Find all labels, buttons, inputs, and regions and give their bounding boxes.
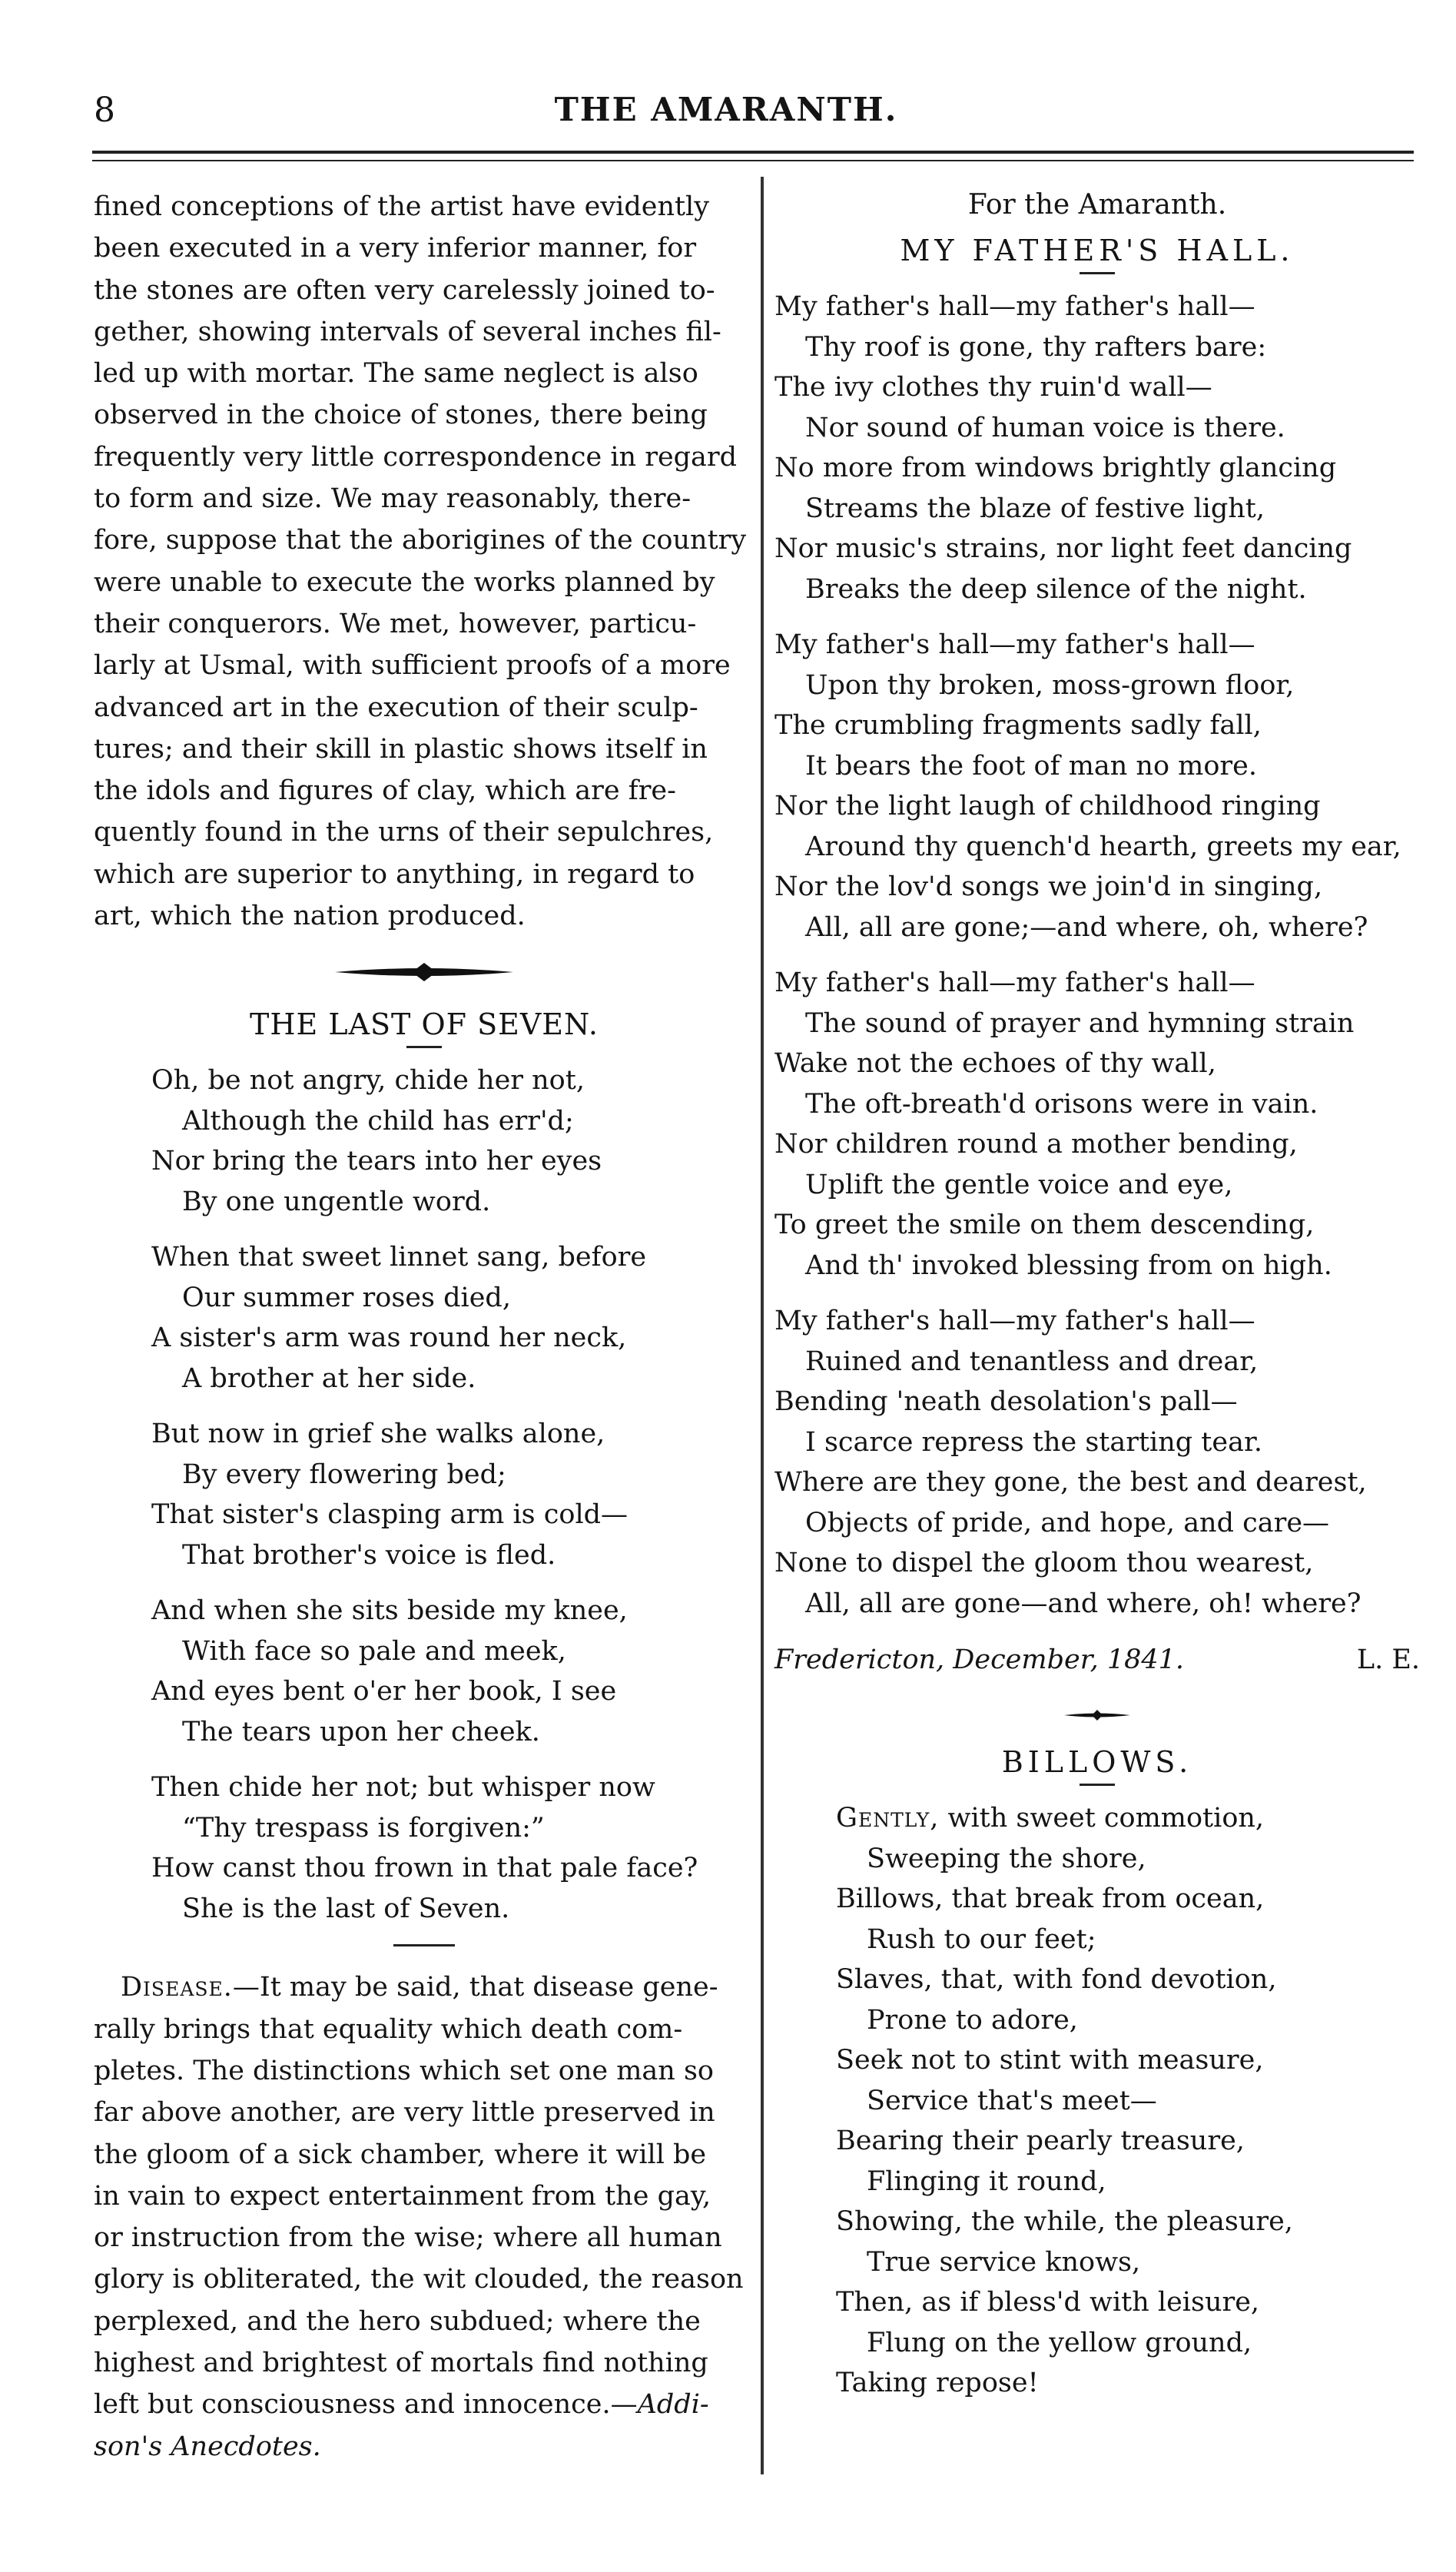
right-column — [774, 186, 1420, 2404]
verse-text: with sweet commotion, — [939, 1803, 1265, 1834]
stanza — [774, 1301, 1420, 1624]
verse-line: Objects of pride, and hope, and care— — [805, 1507, 1330, 1538]
verse-line: To greet the smile on them descending, — [774, 1210, 1315, 1240]
verse-line: None to dispel the gloom thou wearest, — [774, 1548, 1314, 1578]
verse-line: Nor sound of human voice is there. — [805, 412, 1285, 443]
poem-title-fathers-hall: MY FATHER'S HALL. — [900, 234, 1295, 267]
verse-line: The oft-breath'd orisons were in vain. — [805, 1088, 1318, 1120]
verse-line: Flinging it round, — [867, 2165, 1106, 2197]
verse-line: Around thy quench'd hearth, greets my ear, — [805, 831, 1401, 862]
verse-line: The sound of prayer and hymning strain — [805, 1007, 1355, 1039]
verse-line: Although the child has err'd; — [182, 1105, 574, 1137]
prose-line: observed in the choice of stones, there being — [94, 400, 708, 431]
prose-text: left but consciousness and innocence.— — [94, 2389, 638, 2421]
verse-line: Taking repose! — [836, 2368, 1039, 2398]
verse-line: My father's hall—my father's hall— — [774, 967, 1255, 998]
run-in-head: Disease. — [121, 1972, 233, 2003]
stanza — [774, 287, 1420, 609]
verse-line: Showing, the while, the pleasure, — [836, 2206, 1293, 2237]
verse-line: No more from windows brightly glancing — [774, 453, 1337, 483]
poem-last-of-seven — [94, 1060, 755, 1929]
prose-line: which are superior to anything, in regard to — [94, 858, 695, 890]
verse-line: Sweeping the shore, — [867, 1843, 1146, 1874]
poem-title-last-of-seven: THE LAST OF SEVEN. — [250, 1007, 599, 1042]
prose-line: pletes. The distinctions which set one man so — [94, 2055, 714, 2086]
title-dash — [1080, 1784, 1115, 1786]
verse-line: Oh, be not angry, chide her not, — [151, 1065, 585, 1097]
place-date: Fredericton, December, 1841. — [774, 1644, 1185, 1675]
prose-line: in vain to expect entertainment from the gay, — [94, 2180, 711, 2212]
verse-line: Our summer roses died, — [182, 1282, 511, 1313]
verse-line: And th' invoked blessing from on high. — [805, 1249, 1332, 1281]
header-rule-bottom — [92, 160, 1414, 161]
verse-line: A brother at her side. — [182, 1362, 476, 1394]
for-the-amaranth: For the Amaranth. — [967, 189, 1227, 221]
verse-line: She is the last of Seven. — [182, 1893, 510, 1924]
prose-line: or instruction from the wise; where all human — [94, 2222, 722, 2254]
verse-line: Upon thy broken, moss-grown floor, — [805, 669, 1295, 701]
left-column — [94, 186, 755, 2467]
verse-line: The crumbling fragments sadly fall, — [774, 710, 1262, 741]
stanza — [774, 625, 1420, 947]
stanza — [151, 1237, 755, 1399]
page-title: THE AMARANTH. — [554, 91, 898, 128]
verse-line: Bearing their pearly treasure, — [836, 2126, 1245, 2156]
prose-line: led up with mortar. The same neglect is also — [94, 358, 698, 390]
verse-line: Then chide her not; but whisper now — [151, 1772, 655, 1804]
verse-line: Rush to our feet; — [867, 1923, 1096, 1955]
stanza — [774, 963, 1420, 1286]
disease-paragraph — [94, 1966, 755, 2008]
verse-line: It bears the foot of man no more. — [805, 750, 1257, 782]
verse-line: The ivy clothes thy ruin'd wall— — [774, 372, 1212, 403]
poem-title-billows: BILLOWS. — [1001, 1745, 1193, 1779]
verse-line: Uplift the gentle voice and eye, — [805, 1169, 1233, 1200]
verse-line: All, all are gone—and where, oh! where? — [805, 1588, 1361, 1619]
prose-line: to form and size. We may reasonably, there- — [94, 483, 692, 515]
verse-line — [836, 1798, 1420, 1839]
prose-line: highest and brightest of mortals find nothing — [94, 2348, 708, 2379]
prose-line — [94, 2384, 755, 2425]
running-header — [85, 91, 1368, 137]
drop-word: Gently, — [836, 1803, 940, 1834]
verse-line: But now in grief she walks alone, — [151, 1419, 605, 1450]
verse-line: Then, as if bless'd with leisure, — [836, 2287, 1260, 2318]
verse-line: That brother's voice is fled. — [182, 1539, 556, 1571]
prose-line: quently found in the urns of their sepulchres, — [94, 817, 714, 848]
stanza — [151, 1591, 755, 1752]
stanza — [151, 1414, 755, 1575]
prose-line: fore, suppose that the aborigines of the country — [94, 525, 747, 556]
verse-line: I scarce repress the starting tear. — [805, 1426, 1262, 1458]
verse-line: Flung on the yellow ground, — [867, 2327, 1252, 2358]
attribution-line: son's Anecdotes. — [94, 2431, 321, 2462]
prose-line: advanced art in the execution of their sculp- — [94, 692, 698, 723]
verse-line: True service knows, — [867, 2246, 1141, 2278]
verse-line: Nor the lov'd songs we join'd in singing, — [774, 871, 1323, 902]
prose-text: —It may be said, that disease gene- — [232, 1972, 718, 2003]
prose-line: tures; and their skill in plastic shows itself in — [94, 733, 708, 765]
verse-line: Nor children round a mother bending, — [774, 1129, 1298, 1160]
verse-line: Where are they gone, the best and dearest, — [774, 1467, 1367, 1498]
page-number: 8 — [94, 91, 115, 130]
prose-line: glory is obliterated, the wit clouded, the reason — [94, 2264, 744, 2295]
verse-line: Bending 'neath desolation's pall— — [774, 1386, 1238, 1417]
article-continuation — [94, 186, 755, 937]
prose-line: far above another, are very little preserved in — [94, 2097, 715, 2129]
title-dash — [406, 1046, 442, 1048]
verse-line: Ruined and tenantless and drear, — [805, 1346, 1259, 1377]
verse-line: Seek not to stint with measure, — [836, 2045, 1264, 2076]
prose-line: their conquerors. We met, however, particu- — [94, 608, 697, 639]
prose-line: perplexed, and the hero subdued; where the — [94, 2305, 701, 2337]
verse-line: My father's hall—my father's hall— — [774, 629, 1255, 660]
verse-line: And eyes bent o'er her book, I see — [151, 1676, 617, 1707]
poem-fathers-hall — [774, 287, 1420, 1681]
verse-line: Breaks the deep silence of the night. — [805, 573, 1307, 605]
verse-line: That sister's clasping arm is cold— — [151, 1499, 629, 1531]
prose-line: the stones are often very carelessly joined to- — [94, 274, 715, 306]
prose-line: the idols and figures of clay, which are fre- — [94, 775, 676, 807]
attribution: Addi- — [637, 2389, 709, 2421]
prose-line: the gloom of a sick chamber, where it will be — [94, 2139, 707, 2170]
prose-line — [121, 1966, 755, 2008]
verse-line: Streams the blaze of festive light, — [805, 493, 1265, 524]
verse-line: How canst thou frown in that pale face? — [151, 1853, 698, 1884]
verse-line: Slaves, that, with fond devotion, — [836, 1964, 1277, 1995]
ornament-divider-icon — [332, 958, 516, 986]
verse-line: Thy roof is gone, thy rafters bare: — [805, 331, 1267, 363]
prose-line: fined conceptions of the artist have evidently — [94, 191, 710, 222]
verse-line: Wake not the echoes of thy wall, — [774, 1048, 1216, 1079]
verse-line: By one ungentle word. — [182, 1186, 491, 1217]
prose-line: larly at Usmal, with sufficient proofs of a more — [94, 650, 731, 682]
prose-line: rally brings that equality which death com- — [94, 2013, 683, 2045]
verse-line: My father's hall—my father's hall— — [774, 291, 1255, 322]
disease-paragraph-body — [94, 2009, 755, 2467]
verse-line: Nor music's strains, nor light feet dancing — [774, 533, 1352, 564]
verse-line: By every flowering bed; — [182, 1459, 506, 1490]
header-rule-top — [92, 151, 1414, 154]
verse-line: My father's hall—my father's hall— — [774, 1306, 1255, 1336]
stanza — [151, 1060, 755, 1222]
verse-line: With face so pale and meek, — [182, 1635, 566, 1667]
title-dash — [1080, 272, 1115, 274]
verse-line: When that sweet linnet sang, before — [151, 1242, 647, 1273]
author-initials: L. E. — [1356, 1644, 1420, 1675]
section-rule — [393, 1944, 455, 1946]
prose-line: frequently very little correspondence in regard — [94, 441, 738, 473]
verse-line: Service that's meet— — [867, 2085, 1157, 2116]
verse-line: Prone to adore, — [867, 2004, 1078, 2036]
prose-line: were unable to execute the works planned by — [94, 566, 715, 598]
prose-line: gether, showing intervals of several inches fil- — [94, 316, 721, 347]
verse-line: Nor bring the tears into her eyes — [151, 1146, 602, 1177]
column-divider — [761, 177, 764, 2474]
poem-billows — [774, 1798, 1420, 2404]
poem-signoff — [774, 1639, 1420, 1681]
verse-line: A sister's arm was round her neck, — [151, 1323, 627, 1354]
small-ornament-icon — [1063, 1707, 1132, 1724]
verse-line: “Thy trespass is forgiven:” — [182, 1812, 545, 1844]
verse-line: Nor the light laugh of childhood ringing — [774, 791, 1321, 821]
verse-line: And when she sits beside my knee, — [151, 1595, 628, 1627]
verse-line: Billows, that break from ocean, — [836, 1883, 1265, 1914]
stanza — [151, 1767, 755, 1929]
verse-line: All, all are gone;—and where, oh, where? — [805, 911, 1368, 943]
prose-line: been executed in a very inferior manner, for — [94, 233, 697, 264]
verse-line: The tears upon her cheek. — [182, 1716, 540, 1747]
prose-line: art, which the nation produced. — [94, 901, 526, 932]
